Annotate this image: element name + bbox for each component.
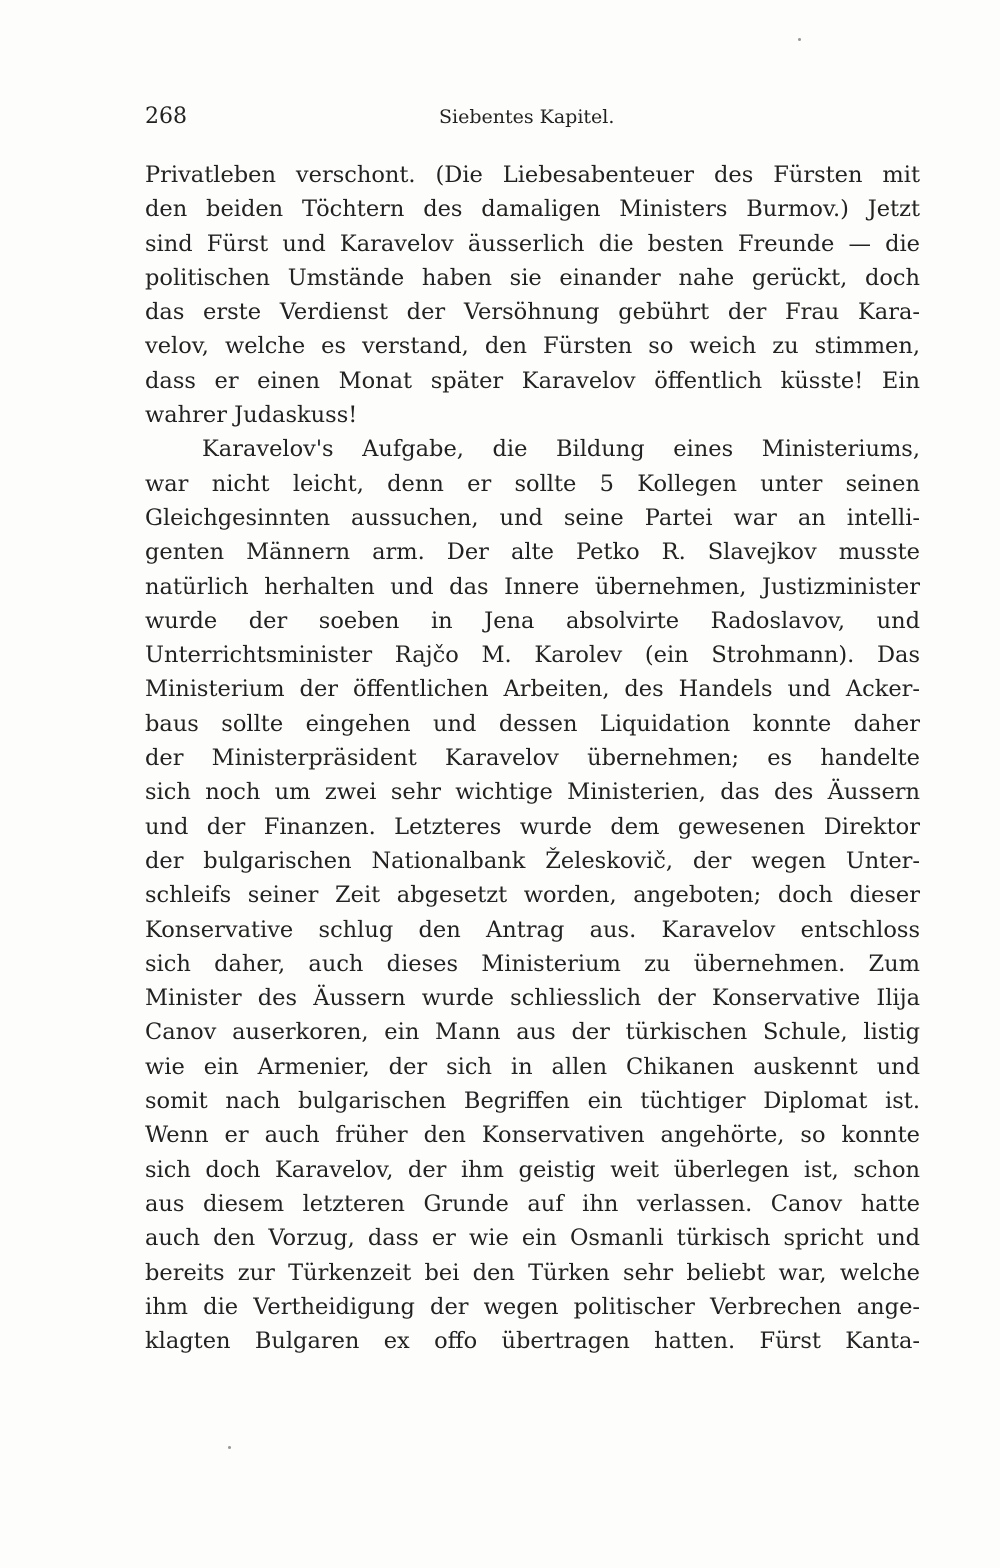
text-line: war nicht leicht, denn er sollte 5 Kollegen unter seinen: [145, 470, 920, 497]
chapter-title: Siebentes Kapitel.: [439, 106, 615, 128]
text-line: klagten Bulgaren ex offo übertragen hatten. Fürst Kanta-: [145, 1328, 920, 1355]
text-line-paragraph-end: wahrer Judaskuss!: [145, 402, 358, 429]
text-line: Konservative schlug den Antrag aus. Karavelov entschloss: [145, 916, 920, 943]
text-line: der bulgarischen Nationalbank Želeskovič, der wegen Unter-: [145, 847, 920, 874]
text-line: ihm die Vertheidigung der wegen politischer Verbrechen ange-: [145, 1293, 920, 1320]
text-line: sich doch Karavelov, der ihm geistig weit überlegen ist, schon: [145, 1156, 920, 1183]
text-line: dass er einen Monat später Karavelov öffentlich küsste! Ein: [145, 367, 920, 394]
text-line: Privatleben verschont. (Die Liebesabenteuer des Fürsten mit: [145, 162, 920, 188]
text-line: Minister des Äussern wurde schliesslich der Konservative Ilija: [145, 985, 920, 1012]
text-line: Gleichgesinnten aussuchen, und seine Partei war an intelli-: [145, 504, 920, 531]
print-speck: [798, 38, 801, 41]
text-line: velov, welche es verstand, den Fürsten so weich zu stimmen,: [145, 333, 920, 360]
text-line: das erste Verdienst der Versöhnung gebührt der Frau Kara-: [145, 299, 920, 326]
text-line: natürlich herhalten und das Innere übernehmen, Justizminister: [145, 573, 920, 600]
text-line: schleifs seiner Zeit abgesetzt worden, angeboten; doch dieser: [145, 882, 920, 909]
text-line: der Ministerpräsident Karavelov übernehmen; es handelte: [145, 745, 920, 772]
text-line: genten Männern arm. Der alte Petko R. Slavejkov musste: [145, 539, 920, 566]
text-line: auch den Vorzug, dass er wie ein Osmanli türkisch spricht und: [145, 1225, 920, 1252]
print-speck: [228, 1446, 231, 1449]
text-line: somit nach bulgarischen Begriffen ein tüchtiger Diplomat ist.: [145, 1088, 920, 1115]
text-line: sich noch um zwei sehr wichtige Ministerien, das des Äussern: [145, 779, 920, 806]
text-line-paragraph-start: Karavelov's Aufgabe, die Bildung eines Ministeriums,: [202, 436, 920, 463]
body-text: [145, 158, 920, 1358]
text-line: Unterrichtsminister Rajčo M. Karolev (ein Strohmann). Das: [145, 642, 920, 669]
text-line: Wenn er auch früher den Konservativen angehörte, so konnte: [145, 1122, 920, 1149]
text-line: sind Fürst und Karavelov äusserlich die besten Freunde — die: [145, 230, 920, 257]
page-number: 268: [145, 104, 187, 129]
text-line: und der Finanzen. Letzteres wurde dem gewesenen Direktor: [145, 813, 920, 840]
text-line: Ministerium der öffentlichen Arbeiten, des Handels und Acker-: [145, 676, 920, 703]
text-line: bereits zur Türkenzeit bei den Türken sehr beliebt war, welche: [145, 1259, 920, 1286]
text-line: baus sollte eingehen und dessen Liquidation konnte daher: [145, 710, 920, 737]
text-line: aus diesem letzteren Grunde auf ihn verlassen. Canov hatte: [145, 1190, 920, 1217]
text-line: politischen Umstände haben sie einander nahe gerückt, doch: [145, 264, 920, 291]
text-line: wurde der soeben in Jena absolvirte Radoslavov, und: [145, 607, 920, 634]
text-line: sich daher, auch dieses Ministerium zu übernehmen. Zum: [145, 950, 920, 977]
running-head: [145, 104, 920, 138]
text-line: Canov auserkoren, ein Mann aus der türkischen Schule, listig: [145, 1019, 920, 1046]
text-line: den beiden Töchtern des damaligen Ministers Burmov.) Jetzt: [145, 196, 920, 223]
text-line: wie ein Armenier, der sich in allen Chikanen auskennt und: [145, 1053, 920, 1080]
